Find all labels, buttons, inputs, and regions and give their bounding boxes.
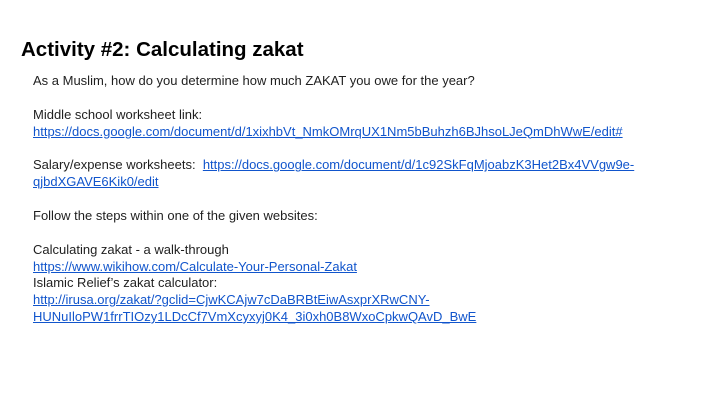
- spacer: [33, 140, 703, 157]
- slide-title: Activity #2: Calculating zakat: [21, 38, 304, 61]
- instruction-text: Follow the steps within one of the given websites:: [33, 207, 318, 223]
- salary-link-part1[interactable]: https://docs.google.com/document/d/1c92SkFqMjoabzK3Het2Bx4VVgw9e-: [202, 157, 635, 173]
- salary-paragraph: [33, 157, 703, 191]
- middle-school-link[interactable]: https://docs.google.com/document/d/1xixhbVt_NmkOMrqUX1Nm5bBuhzh6BJhsoLJeQmDhWwE/edit#: [33, 123, 623, 139]
- walkthrough-link[interactable]: https://www.wikihow.com/Calculate-Your-Personal-Zakat: [33, 258, 357, 274]
- spacer: [33, 191, 703, 208]
- intro-text: As a Muslim, how do you determine how much ZAKAT you owe for the year?: [33, 73, 475, 88]
- spacer: [33, 225, 703, 242]
- relief-label: Islamic Relief’s zakat calculator:: [33, 275, 218, 291]
- middle-school-label: Middle school worksheet link:: [33, 106, 203, 122]
- relief-link[interactable]: [33, 292, 703, 326]
- slide-body: [33, 73, 703, 326]
- relief-link-part1[interactable]: http://irusa.org/zakat/?gclid=CjwKCAjw7cDaBRBtEiwAsxprXRwCNY-: [33, 292, 430, 308]
- spacer: [33, 90, 703, 107]
- salary-label: Salary/expense worksheets:: [33, 157, 196, 173]
- walkthrough-label: Calculating zakat - a walk-through: [33, 241, 229, 257]
- salary-link-part2[interactable]: qjbdXGAVE6Kik0/edit: [33, 174, 159, 190]
- relief-link-part2[interactable]: HUNuIloPW1frrTIOzy1LDcCf7VmXcyxyj0K4_3i0xh0B8WxoCpkwQAvD_BwE: [33, 308, 477, 324]
